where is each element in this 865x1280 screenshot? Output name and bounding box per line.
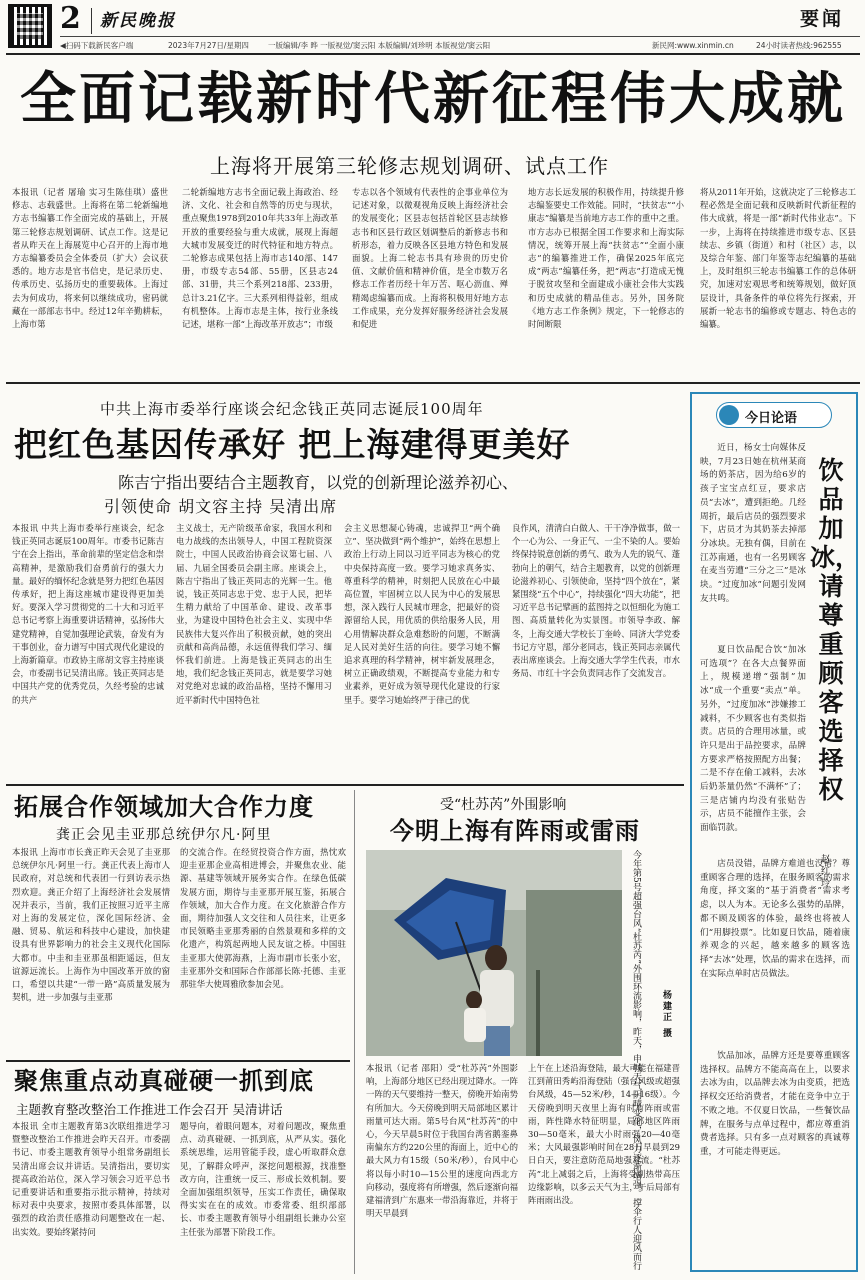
lead-subheadline: 上海将开展第三轮修志规划调研、试点工作 (210, 154, 609, 178)
commentary-box (690, 392, 861, 1272)
rain-photo-caption: 今年第5号超强台风“杜苏芮”外围环流影响，昨天，申城天气阴晴变化，风力逐渐增强。撑伞行人迎风而行 (631, 850, 641, 1270)
rain-photo[interactable] (366, 850, 622, 1056)
focus-column-1: 本报讯 全市主题教育第3次联组推进学习暨整改整治工作推进会昨天召开。市委副书记、市委主题教育领导小组常务副组长吴清出席会议并讲话。吴清指出，要切实提高政治站位，深入学习领会习近平总书记重要讲话和重要指示批示精神，持续对标对表中央要求，按照市委具体部署，以强烈的政治责任感推动问题整改在一起、出实效。要始终紧持问 (12, 1121, 170, 1237)
commentary-paragraph-1: 近日，杨女士向媒体反映，7月23日她在杭州某商场的奶茶店，因为给6岁的孩子宝宝点红豆，要求店员“去冰”，遭到拒绝。几经周折，最后店员的强烈要求下，店员才为其奶茶去掉部分冰块。无独有偶，目前在江苏南通，也有一名男顾客在麦当劳遭“三分之三”是冰块。“过度加冰”问题引发网友共鸣。 (700, 443, 806, 604)
rain-headline: 今明上海有阵雨或雷雨 (390, 817, 640, 845)
commentary-author: 赵红玲 (819, 854, 829, 890)
lead-column-5: 将从2011年开始，这就决定了三轮修志工程必然是全面记载和反映新时代新征程的伟大成就，将是一部“新时代伟业志”。下一步，上海将在持续推进市级专志、区县续志、乡镇（街道）和村（社区）志，以及综合年鉴、部门年鉴等志纪编纂的基础上，及时组织三轮志书编纂工作的总体研究，加速对宏观思考和统筹规划，做好顶层设计，具备条件的单位将先行探索，开展新一轮志书的编修或专题志、特色志的编纂。 (700, 187, 856, 330)
page-number: 2 (60, 1, 81, 36)
focus-column-2: 题导向，着眼问题本，对着问题改，聚焦重点、动真碰硬、一抓到底，从严从实。强化系统思维，运用管能手段，虚心听取群众意见，了解群众呼声，深挖问题根源，找准整改方向，注重统一反三、形成长效机制。要全面加强组织领导，压实工作责任，确保取得实实在在的成效。市委常委、组织部部长、市委主题教育领导小组副组长兼办公室主任张为部署下阶段工作。 (180, 1121, 346, 1237)
commentary-logo-icon (719, 405, 739, 425)
red-gene-column-4: 良作风，清清白白做人、干干净净做事，做一个一心为公、一身正气、一尘不染的人。要始终保持锐意创新的勇气、敢为人先的锐气、蓬勃向上的朝气，结合主题教育，以党的创新理论滋养初心、引领使命，坚持“四个放在”，紧紧围绕“五个中心”，持续强化“四大功能”，把习近平总书记擘画的蓝图持之以恒细化为施工图、高质量转化为实景图。市领导李政、解冬，上海交通大学校长丁奎岭、同济大学党委书记方守恩，部分老同志，钱正英同志亲属代表出席座谈会。上海交通大学学生代表，市水务局、市红十字会负责同志作了交流发言。 (512, 523, 680, 679)
lead-bottom-rule (6, 382, 860, 384)
masthead-divider (91, 8, 92, 34)
paper-name: 新民晚报 (100, 11, 176, 31)
red-gene-column-3: 会主义思想凝心铸魂，忠诚捍卫“两个确立”、坚决做到“两个维护”，始终在思想上政治上行动上同以习近平同志为核心的党中央保持高度一致。要学习她求真务实、尊重科学的精神，时刻把人民放在心中最高位置，牢固树立以人民为中心的发展思想，深入践行人民城市理念，把最好的资源留给人民，用优质的供给服务人民，用心用情解决群众急难愁盼的问题，不断满足人民对美好生活的向往。要学习她不懈追求真理的科学精神，树牢新发展理念，树立正确政绩观，不断提高专业能力和专业素养，更好成为领导现代化建设的行家里手。要学习她始终严于律己的优 (344, 523, 500, 705)
masthead-bottom-rule (6, 53, 860, 55)
cooperation-column-2: 的交流合作。在经贸投资合作方面，热忱欢迎圭亚那企业高相进博会，并聚焦农业、能源、基建等领域开展务实合作。在绿色低碳发展方面，期待与圭亚那开展互鉴，拓展合作领域，加大合作力度。在文化旅游合作方面，期待加强人文交往和人员往来，让更多市民领略圭亚那秀丽的自然景观和多样的文化遗产，构筑起两地人民友谊之桥。中国驻圭亚那大使郭海燕，上海市副市长张小宏，圭亚那外交和国际合作部部长陈·托德、圭亚那驻华大使周雅欣参加会见。 (180, 847, 346, 990)
commentary-paragraph-2: 夏日饮品配合饮“加冰可选项”？在各大点餐界面上，规模递增“强制”加冰“成一个重要“卖点”单。另外，“过度加冰”涉嫌掺工减料，不少顾客也有类似指责。店员的合理用冰量，或许只是出于品控要求，品牌方要求严格按照配方出餐；二是不存在偷工减料，去冰后奶茶量仍然“不满杯”了；三是店铺内均没有张贴告示，店员不能擅作主张，会面临罚款。 (700, 645, 806, 834)
commentary-title: 饮品加冰，请尊重顾客选择权 (810, 456, 861, 804)
commentary-badge (716, 402, 832, 428)
hotline: 24小时读者热线:962555 (756, 41, 842, 50)
rain-column-2: 上午在上述沿海登陆，最大可能在福建晋江到莆田秀屿沿海登陆（强台风级或超强台风级，45—52米/秒，14—16级）。今天傍晚到明天夜里上海有时有阵雨或雷雨，阵性降水特征明显，局部地区阵雨30—50毫米，最大小时雨强20—40毫米；大风最强影响时间在28日早晨到29日白天，要注意防范局地强对流。“杜苏芮”北上减弱之后，上海将受副热带高压边缘影响，以多云天气为主，午后局部有阵雨雨出没。 (528, 1063, 680, 1206)
red-gene-column-2: 主义战士，无产阶级革命家，我国水利和电力战线的杰出领导人，中国工程院资深院士，中国人民政治协商会议第七届、八届、九届全国委员会副主席。座谈会上，陈吉宁指出了钱正英同志的光辉一生。他说，钱正英同志忠于党、忠于人民，把毕生精力献给了中国革命、建设、改革事业，为建设中国特色社会主义、实现中华民族伟大复兴作出了积极贡献，她的突出贡献和高尚品德，永远值得我们学习、缅怀我们前进。上海是钱正英同志的出生地，我们纪念钱正英同志，就是要学习她对党绝对忠诚的政治品格，坚持不懈用习近平新时代中国特色社 (176, 523, 332, 705)
commentary-badge-label: 今日论语 (745, 411, 798, 426)
cooperation-bottom-rule (6, 1060, 350, 1062)
rain-column-1: 本报讯（记者 邵阳）受“杜苏芮”外围影响，上海部分地区已经出现过降水。一阵一阵的天气要维持一整天，傍晚开始南势有所加大。今天傍晚到明天局部地区累计雨量可达大雨。第5号台风“杜苏芮”的中心，今天早晨5时位于我国台湾省鹅銮鼻南偏东方约220公里的海面上，近中心的最大风力有15级（50米/秒），台风中心将以每小时10—15公里的速度向西北方向移动，强度将有所增强，然后逐渐向福建福清到广东惠来一带沿海靠近，并将于明天早晨到 (366, 1063, 518, 1219)
rain-kicker: 受“杜苏芮”外围影响 (440, 797, 567, 813)
section-label: 要闻 (800, 8, 845, 30)
lead-column-3: 专志以各个领域有代表性的企事业单位为记述对象，以微观视角反映上海经济社会的发展变化；区县志包括首轮区县志续修志书和区县行政区划调整后的新修志书和析形态，着力反映各区县地方特色和发展面貌。上海二轮志书具有珍贵的历史价值、文献价值和精神价值，是全市数万名修志工作者历经十年万苦、呕心沥血、殚精竭虑编纂而成。上海将积极用好地方志工作成果，充分发挥好服务经济社会发展和促进 (352, 187, 508, 330)
date-line: 2023年7月27日/星期四 (168, 41, 249, 50)
focus-headline: 聚焦重点动真碰硬一抓到底 (14, 1067, 314, 1095)
focus-subheadline: 主题教育整改整治工作推进工作会召开 吴清讲话 (16, 1102, 283, 1117)
lead-column-1: 本报讯（记者 屠瑜 实习生陈佳琪）盛世修志、志载盛世。上海将在第二轮新编地方志书编纂工作全面完成的基础上，开展第三轮修志规划调研、试点工作。这是记者从昨天在上海展览中心召开的上海市地方志编纂委员会全体委员（扩大）会议获悉的。地方志是官书信史，是记录历史、传承历史、弘扬历史的重要载体。上海过去为何成功，将来何以继续成功，密码就藏在一部部志书中。经过12年辛勤耕耘，上海市第 (12, 187, 168, 330)
column-divider (354, 790, 355, 1274)
lead-headline: 全面记载新时代新征程伟大成就 (20, 67, 846, 132)
umbrella-figure-icon (366, 850, 622, 1056)
red-gene-kicker: 中共上海市委举行座谈会纪念钱正英同志诞辰100周年 (100, 400, 484, 418)
editors-line: 一版编辑/李 晔 一版视觉/窦云阳 本版编辑/刘珍明 本版视觉/窦云阳 (268, 41, 491, 50)
lead-column-2: 二轮新编地方志书全面记载上海政治、经济、文化、社会和自然等的历史与现状，重点聚焦1978到2010年共33年上海改革开放的重要经验与重大成就，展现上海超大城市发展变迁的时代特征和地方特点。二轮修志成果包括上海市志140部、147册，市级专志54部、55册，区县志24部、31册，共三个系列218部、233册，总计3.21亿字。三大系列相得益彰，组成有机整体。上海市志是主体，按行业条线记述，堪称一部“上海改革开放志”；市级 (182, 187, 338, 330)
masthead-rule (60, 36, 860, 37)
cooperation-headline: 拓展合作领域加大合作力度 (14, 793, 314, 821)
commentary-paragraph-3: 店员没错，品牌方难道也没错？尊重顾客合理的选择，在服务顾客的需求角度，择文案的“基于消费者”需求考虑，以人为本。无论多么强势的品牌，都不顾及顾客的体验，最终也将被人们“用脚投票”。比如夏日饮品，随着康养观念的兴起，越来越多的顾客选择“去冰”处理，饮品的需求在选择，而在实际点单时店员做法。 (700, 859, 850, 979)
red-gene-bottom-rule (6, 784, 684, 786)
red-gene-column-1: 本报讯 中共上海市委举行座谈会，纪念钱正英同志诞辰100周年。市委书记陈吉宁在会上指出，革命前辈的坚定信念和崇高精神，是激励我们奋勇前行的强大力量。最好的缅怀纪念就是努力把红色基因传承好，把上海这座城市建设得更加美好。要深入学习贯彻党的二十大和习近平总书记考察上海重要讲话精神，弘扬伟大建党精神，自觉加强理论武装，奋发有为干事创业，奋力谱写中国式现代化建设的上海新篇章。市政协主席胡文容主持座谈会，市委副书记吴清出席。钱正英同志是中国共产党的优秀党员，久经考验的忠诚的共产 (12, 523, 164, 705)
qr-caption[interactable]: ◀扫码下载新民客户端 (60, 41, 134, 50)
cooperation-subheadline: 龚正会见圭亚那总统伊尔凡·阿里 (56, 827, 272, 843)
red-gene-subheadline-2: 引领使命 胡文容主持 吴清出席 (104, 497, 338, 516)
website[interactable]: 新民网:www.xinmin.cn (652, 41, 734, 50)
red-gene-headline: 把红色基因传承好 把上海建得更美好 (14, 425, 571, 464)
cooperation-column-1: 本报讯 上海市市长龚正昨天会见了圭亚那总统伊尔凡·阿里一行。龚正代表上海市人民政府，对总统和代表团一行到访表示热烈欢迎。龚正介绍了上海经济社会发展情况并表示，当前，我们正按照习近平主席对上海的发展定位，深化国际经济、金融、贸易、航运和科技中心建设，加快建设具有世界影响力的社会主义现代化国际大都市。中圭和圭亚那虽相距遥远，但友谊源远流长。上海作为中国改革开放的窗口，希望以共建“一带一路”高质量发展为契机，进一步加强与圭亚那 (12, 847, 170, 1003)
rain-photographer: 杨建正 摄 (661, 990, 671, 1040)
red-gene-subheadline-1: 陈吉宁指出要结合主题教育，以党的创新理论滋养初心、 (118, 473, 519, 492)
lead-column-4: 地方志长远发展的积极作用，持续提升修志编鉴要史工作效能。同时，“扶贫志”“小康志”编纂是当前地方志工作的重中之重。市方志办已根据全国工作要求和上海实际情况，统筹开展上海“扶贫志”“全面小康志”的编纂推进工作，确保2025年底完成“两志”编纂任务，把“两志”打造成无愧于脱贫攻坚和全面建成小康社会伟大实践和历史成就的精品佳志。另外，国务院《地方志工作条例》规定，下一轮修志的时间断限 (528, 187, 684, 330)
commentary-paragraph-4: 饮品加冰，品牌方还是要尊重顾客选择权。品牌方不能高高在上，以要求去冰为由，以品牌去冰为由变质，把选择权交还给消费者，才能在竞争中立于不败之地。不仅夏日饮品，一些餐饮品牌，在服务与点单过程中，都应尊重消费者选择。只有多一点对顾客的真诚尊重，才可能走得更远。 (700, 1051, 850, 1157)
qr-code[interactable] (8, 4, 52, 48)
